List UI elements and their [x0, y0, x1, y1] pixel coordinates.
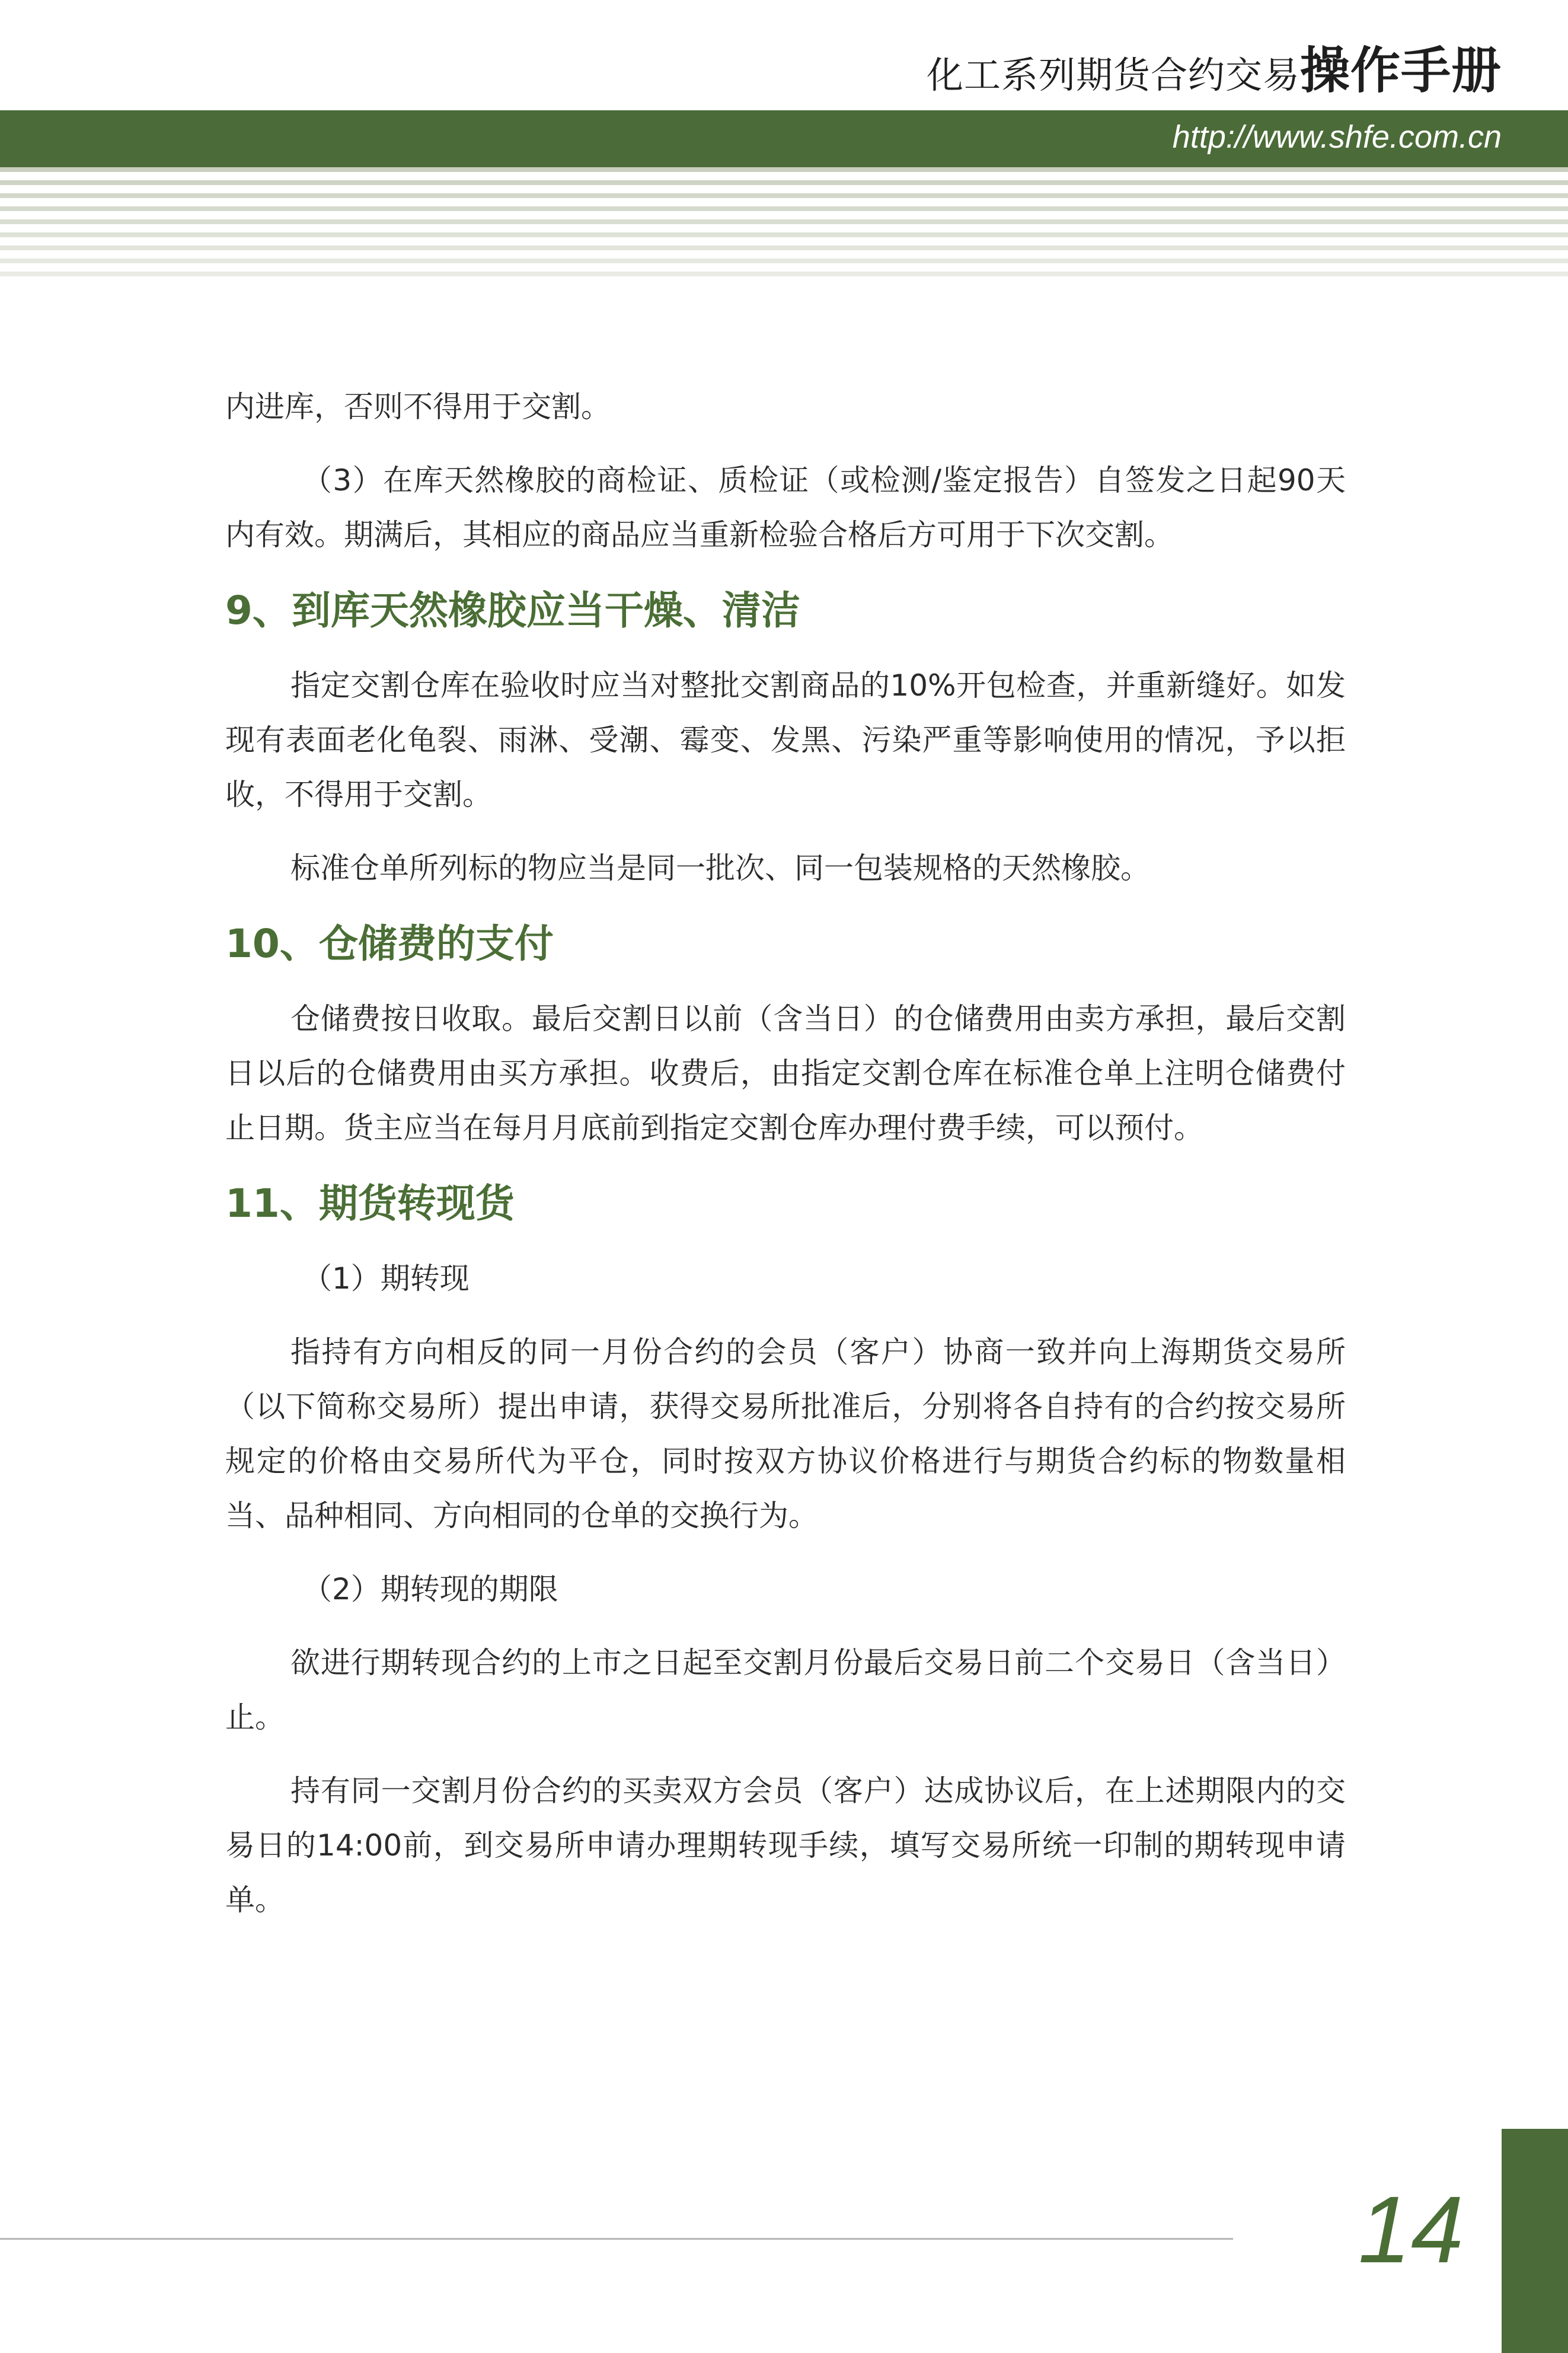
page-body: [225, 380, 1346, 1946]
header-stripes-decoration: [0, 167, 1568, 283]
heading-section-9: 9、到库天然橡胶应当干燥、清洁: [225, 588, 800, 633]
heading-section-11: 11、期货转现货: [225, 1181, 515, 1226]
heading-section-10: 10、仓储费的支付: [225, 921, 554, 967]
footer-divider: [0, 2238, 1233, 2240]
website-url: http://www.shfe.com.cn: [1172, 119, 1502, 155]
document-title-light: 化工系列期货合约交易: [926, 53, 1300, 97]
paragraph-storage-fee: 仓储费按日收取。最后交割日以前（含当日）的仓储费用由卖方承担，最后交割日以后的仓储费用由买方承担。收费后，由指定交割仓库在标准仓单上注明仓储费付止日期。货主应当在每月月底前到指定交割仓库办理付费手续，可以预付。: [225, 1002, 1346, 1145]
paragraph-certificate-validity: （3）在库天然橡胶的商检证、质检证（或检测/鉴定报告）自签发之日起90天内有效。期满后，其相应的商品应当重新检验合格后方可用于下次交割。: [225, 463, 1346, 552]
paragraph-inspection: 指定交割仓库在验收时应当对整批交割商品的10%开包检查，并重新缝好。如发现有表面老化龟裂、雨淋、受潮、霉变、发黑、污染严重等影响使用的情况，予以拒收，不得用于交割。: [225, 668, 1346, 812]
paragraph-efp-procedure: 持有同一交割月份合约的买卖双方会员（客户）达成协议后，在上述期限内的交易日的14:00前，到交易所申请办理期转现手续，填写交易所统一印制的期转现申请单。: [225, 1774, 1346, 1917]
paragraph-efp-period: 欲进行期转现合约的上市之日起至交割月份最后交易日前二个交易日（含当日）止。: [225, 1646, 1346, 1735]
footer-side-tab: [1502, 2129, 1568, 2353]
paragraph-warehouse-receipt: 标准仓单所列标的物应当是同一批次、同一包装规格的天然橡胶。: [290, 851, 1150, 885]
paragraph-storage-entry: 内进库，否则不得用于交割。: [225, 390, 611, 424]
subheading-efp-period: （2）期转现的期限: [302, 1572, 558, 1606]
page-number: 14: [1358, 2176, 1464, 2282]
paragraph-efp-definition: 指持有方向相反的同一月份合约的会员（客户）协商一致并向上海期货交易所（以下简称交易所）提出申请，获得交易所批准后，分别将各自持有的合约按交易所规定的价格由交易所代为平仓，同时按双方协议价格进行与期货合约标的物数量相当、品种相同、方向相同的仓单的交换行为。: [225, 1335, 1346, 1533]
document-title: [927, 31, 1502, 103]
subheading-efp: （1）期转现: [302, 1261, 470, 1296]
document-title-bold: 操作手册: [1299, 42, 1502, 100]
